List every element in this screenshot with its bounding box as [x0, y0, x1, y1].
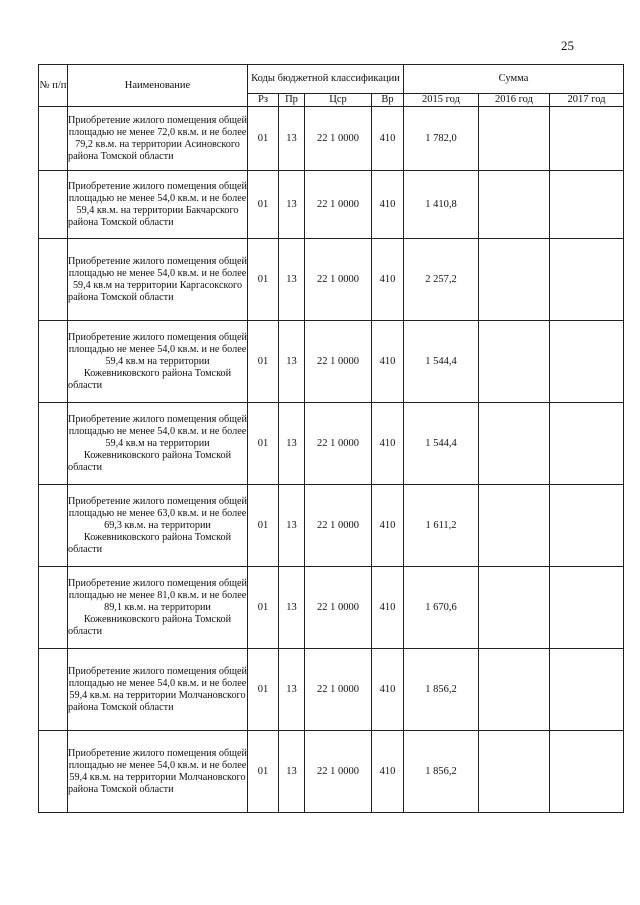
row-rz-cell: 01	[248, 403, 279, 485]
table-row	[39, 107, 624, 171]
row-2015-cell: 1 410,8	[404, 171, 479, 239]
row-vr-cell: 410	[372, 731, 404, 813]
row-name-cell: Приобретение жилого помещения общей площадью не менее 54,0 кв.м. и не более 59,4 кв.м. на территории Бакчарского района Томской области	[68, 171, 248, 239]
row-pr-cell: 13	[279, 485, 305, 567]
row-name-cell: Приобретение жилого помещения общей площадью не менее 72,0 кв.м. и не более 79,2 кв.м. на территории Асиновского района Томской области	[68, 107, 248, 171]
row-vr-cell: 410	[372, 567, 404, 649]
row-2017-cell	[550, 107, 624, 171]
header-csr: Цср	[305, 94, 372, 107]
row-rz-cell: 01	[248, 731, 279, 813]
row-2015-cell: 2 257,2	[404, 239, 479, 321]
row-vr-cell: 410	[372, 107, 404, 171]
row-name-cell: Приобретение жилого помещения общей площадью не менее 54,0 кв.м. и не более 59,4 кв.м на территории Кожевниковского района Томской области	[68, 403, 248, 485]
row-csr-cell: 22 1 0000	[305, 321, 372, 403]
table-header	[39, 65, 624, 107]
row-csr-cell: 22 1 0000	[305, 567, 372, 649]
header-codes: Коды бюджетной классификации	[248, 65, 404, 94]
row-2016-cell	[479, 567, 550, 649]
page-number: 25	[561, 38, 574, 53]
row-2016-cell	[479, 171, 550, 239]
row-num-cell	[39, 321, 68, 403]
row-num-cell	[39, 171, 68, 239]
budget-table	[38, 64, 624, 813]
row-num-cell	[39, 485, 68, 567]
header-name: Наименование	[68, 65, 248, 107]
row-num-cell	[39, 239, 68, 321]
row-vr-cell: 410	[372, 239, 404, 321]
row-num-cell	[39, 403, 68, 485]
row-rz-cell: 01	[248, 239, 279, 321]
header-sum: Сумма	[404, 65, 624, 94]
row-rz-cell: 01	[248, 567, 279, 649]
row-num-cell	[39, 567, 68, 649]
row-name-cell: Приобретение жилого помещения общей площадью не менее 54,0 кв.м. и не более 59,4 кв.м на территории Кожевниковского района Томской области	[68, 321, 248, 403]
row-rz-cell: 01	[248, 171, 279, 239]
row-csr-cell: 22 1 0000	[305, 239, 372, 321]
row-vr-cell: 410	[372, 321, 404, 403]
table-body	[39, 107, 624, 813]
row-name-cell: Приобретение жилого помещения общей площадью не менее 54,0 кв.м. и не более 59,4 кв.м. на территории Молчановского района Томской области	[68, 649, 248, 731]
row-rz-cell: 01	[248, 485, 279, 567]
table-row	[39, 403, 624, 485]
header-2015: 2015 год	[404, 94, 479, 107]
row-2016-cell	[479, 485, 550, 567]
row-2015-cell: 1 611,2	[404, 485, 479, 567]
row-pr-cell: 13	[279, 731, 305, 813]
row-csr-cell: 22 1 0000	[305, 107, 372, 171]
row-name-cell: Приобретение жилого помещения общей площадью не менее 54,0 кв.м. и не более 59,4 кв.м. на территории Молчановского района Томской области	[68, 731, 248, 813]
row-2017-cell	[550, 239, 624, 321]
row-2017-cell	[550, 485, 624, 567]
row-2017-cell	[550, 171, 624, 239]
header-pr: Пр	[279, 94, 305, 107]
row-2015-cell: 1 544,4	[404, 403, 479, 485]
row-pr-cell: 13	[279, 321, 305, 403]
row-rz-cell: 01	[248, 649, 279, 731]
row-rz-cell: 01	[248, 321, 279, 403]
header-2017: 2017 год	[550, 94, 624, 107]
row-2017-cell	[550, 731, 624, 813]
row-num-cell	[39, 731, 68, 813]
row-pr-cell: 13	[279, 567, 305, 649]
header-vr: Вр	[372, 94, 404, 107]
row-pr-cell: 13	[279, 107, 305, 171]
header-rz: Рз	[248, 94, 279, 107]
table-row	[39, 649, 624, 731]
row-2015-cell: 1 856,2	[404, 731, 479, 813]
table-row	[39, 171, 624, 239]
row-vr-cell: 410	[372, 485, 404, 567]
header-num: № п/п	[39, 65, 68, 107]
table-row	[39, 485, 624, 567]
row-pr-cell: 13	[279, 403, 305, 485]
row-2015-cell: 1 670,6	[404, 567, 479, 649]
row-2015-cell: 1 782,0	[404, 107, 479, 171]
row-name-cell: Приобретение жилого помещения общей площадью не менее 54,0 кв.м. и не более 59,4 кв.м на территории Каргасокского района Томской области	[68, 239, 248, 321]
table-row	[39, 239, 624, 321]
row-rz-cell: 01	[248, 107, 279, 171]
row-2016-cell	[479, 321, 550, 403]
row-num-cell	[39, 649, 68, 731]
row-pr-cell: 13	[279, 171, 305, 239]
table-row	[39, 567, 624, 649]
row-name-cell: Приобретение жилого помещения общей площадью не менее 63,0 кв.м. и не более 69,3 кв.м. на территории Кожевниковского района Томской области	[68, 485, 248, 567]
header-2016: 2016 год	[479, 94, 550, 107]
row-2016-cell	[479, 239, 550, 321]
row-2015-cell: 1 856,2	[404, 649, 479, 731]
row-csr-cell: 22 1 0000	[305, 171, 372, 239]
row-num-cell	[39, 107, 68, 171]
row-vr-cell: 410	[372, 171, 404, 239]
row-pr-cell: 13	[279, 649, 305, 731]
row-2016-cell	[479, 403, 550, 485]
row-2016-cell	[479, 649, 550, 731]
row-2017-cell	[550, 321, 624, 403]
row-2015-cell: 1 544,4	[404, 321, 479, 403]
row-csr-cell: 22 1 0000	[305, 731, 372, 813]
row-name-cell: Приобретение жилого помещения общей площадью не менее 81,0 кв.м. и не более 89,1 кв.м. на территории Кожевниковского района Томской области	[68, 567, 248, 649]
row-csr-cell: 22 1 0000	[305, 485, 372, 567]
row-2016-cell	[479, 731, 550, 813]
row-2017-cell	[550, 567, 624, 649]
row-pr-cell: 13	[279, 239, 305, 321]
row-csr-cell: 22 1 0000	[305, 649, 372, 731]
row-2016-cell	[479, 107, 550, 171]
row-vr-cell: 410	[372, 403, 404, 485]
row-csr-cell: 22 1 0000	[305, 403, 372, 485]
table-row	[39, 321, 624, 403]
row-2017-cell	[550, 403, 624, 485]
row-2017-cell	[550, 649, 624, 731]
row-vr-cell: 410	[372, 649, 404, 731]
table-row	[39, 731, 624, 813]
